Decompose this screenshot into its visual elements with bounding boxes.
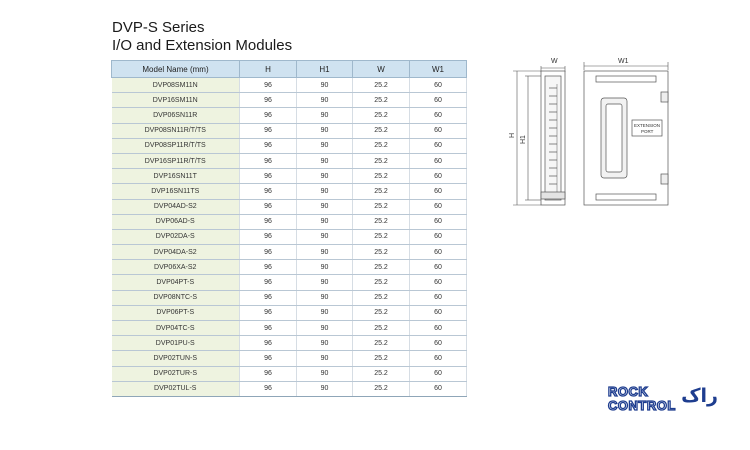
table-row <box>112 305 467 320</box>
cell-h: 96 <box>240 214 297 229</box>
cell-w: 25.2 <box>353 199 410 214</box>
cell-w: 25.2 <box>353 290 410 305</box>
table-row <box>112 78 467 93</box>
cell-w: 25.2 <box>353 351 410 366</box>
table-header-row <box>112 61 467 78</box>
column-header-h1: H1 <box>297 61 353 78</box>
cell-w: 25.2 <box>353 78 410 93</box>
rock-control-logo <box>606 382 721 414</box>
cell-model-name: DVP16SN11T <box>112 169 240 184</box>
logo-persian-text: راک <box>681 385 718 407</box>
module-dimension-diagram <box>505 54 675 214</box>
cell-w1: 60 <box>410 214 467 229</box>
cell-w: 25.2 <box>353 245 410 260</box>
cell-h: 96 <box>240 138 297 153</box>
cell-h: 96 <box>240 93 297 108</box>
cell-w1: 60 <box>410 381 467 396</box>
cell-h: 96 <box>240 229 297 244</box>
cell-model-name: DVP02TUR-S <box>112 366 240 381</box>
table-row <box>112 153 467 168</box>
cell-h: 96 <box>240 123 297 138</box>
cell-model-name: DVP06SN11R <box>112 108 240 123</box>
series-subtitle: I/O and Extension Modules <box>112 37 293 54</box>
cell-h: 96 <box>240 366 297 381</box>
cell-w1: 60 <box>410 336 467 351</box>
cell-h1: 90 <box>297 78 353 93</box>
cell-model-name: DVP02DA-S <box>112 229 240 244</box>
cell-h: 96 <box>240 351 297 366</box>
cell-model-name: DVP16SM11N <box>112 93 240 108</box>
cell-model-name: DVP06PT-S <box>112 305 240 320</box>
cell-h1: 90 <box>297 229 353 244</box>
cell-h1: 90 <box>297 153 353 168</box>
cell-w1: 60 <box>410 78 467 93</box>
cell-h: 96 <box>240 290 297 305</box>
cell-model-name: DVP04TC-S <box>112 321 240 336</box>
cell-h: 96 <box>240 305 297 320</box>
cell-h1: 90 <box>297 321 353 336</box>
table-row <box>112 214 467 229</box>
cell-h1: 90 <box>297 169 353 184</box>
cell-w1: 60 <box>410 245 467 260</box>
table-row <box>112 245 467 260</box>
cell-w1: 60 <box>410 275 467 290</box>
cell-w: 25.2 <box>353 169 410 184</box>
cell-h1: 90 <box>297 108 353 123</box>
cell-w1: 60 <box>410 199 467 214</box>
extension-port-label-line1: EXTENSION <box>634 123 661 128</box>
cell-w: 25.2 <box>353 214 410 229</box>
cell-h: 96 <box>240 184 297 199</box>
table-row <box>112 351 467 366</box>
cell-w1: 60 <box>410 123 467 138</box>
table-row <box>112 184 467 199</box>
table-row <box>112 123 467 138</box>
table-row <box>112 169 467 184</box>
cell-h: 96 <box>240 381 297 396</box>
table-row <box>112 321 467 336</box>
cell-h1: 90 <box>297 138 353 153</box>
cell-h: 96 <box>240 275 297 290</box>
cell-w1: 60 <box>410 153 467 168</box>
table-row <box>112 138 467 153</box>
cell-model-name: DVP06AD-S <box>112 214 240 229</box>
cell-w: 25.2 <box>353 93 410 108</box>
page-title <box>112 19 292 55</box>
cell-model-name: DVP02TUN-S <box>112 351 240 366</box>
dimension-h <box>513 71 541 205</box>
cell-h1: 90 <box>297 123 353 138</box>
table-row <box>112 290 467 305</box>
dimension-table <box>111 60 467 397</box>
cell-h: 96 <box>240 260 297 275</box>
column-header-model: Model Name (mm) <box>112 61 240 78</box>
cell-model-name: DVP06XA-S2 <box>112 260 240 275</box>
cell-h1: 90 <box>297 305 353 320</box>
cell-w1: 60 <box>410 260 467 275</box>
cell-w: 25.2 <box>353 123 410 138</box>
cell-model-name: DVP02TUL-S <box>112 381 240 396</box>
cell-model-name: DVP04AD-S2 <box>112 199 240 214</box>
cell-h1: 90 <box>297 199 353 214</box>
label-h1: H1 <box>520 135 527 144</box>
table-row <box>112 381 467 396</box>
table-row <box>112 260 467 275</box>
label-w: W <box>551 58 558 65</box>
cell-model-name: DVP04DA-S2 <box>112 245 240 260</box>
cell-w1: 60 <box>410 108 467 123</box>
cell-h: 96 <box>240 245 297 260</box>
table-row <box>112 336 467 351</box>
table-body <box>112 78 467 397</box>
cell-w1: 60 <box>410 138 467 153</box>
logo-control-text: CONTROL <box>608 398 676 413</box>
cell-w1: 60 <box>410 169 467 184</box>
cell-h1: 90 <box>297 381 353 396</box>
table-row <box>112 275 467 290</box>
cell-w: 25.2 <box>353 321 410 336</box>
series-title: DVP-S Series <box>112 19 205 36</box>
cell-model-name: DVP08SP11R/T/TS <box>112 138 240 153</box>
column-header-h: H <box>240 61 297 78</box>
table-row <box>112 229 467 244</box>
label-w1: W1 <box>618 58 629 65</box>
cell-w: 25.2 <box>353 366 410 381</box>
module-side-view <box>541 71 565 205</box>
cell-w: 25.2 <box>353 153 410 168</box>
cell-model-name: DVP16SP11R/T/TS <box>112 153 240 168</box>
column-header-w1: W1 <box>410 61 467 78</box>
cell-model-name: DVP08SM11N <box>112 78 240 93</box>
cell-w: 25.2 <box>353 336 410 351</box>
cell-h1: 90 <box>297 260 353 275</box>
cell-h1: 90 <box>297 245 353 260</box>
cell-h1: 90 <box>297 93 353 108</box>
logo-rock-text: ROCK <box>608 384 649 399</box>
cell-h1: 90 <box>297 275 353 290</box>
cell-h1: 90 <box>297 366 353 381</box>
cell-w1: 60 <box>410 184 467 199</box>
cell-h1: 90 <box>297 290 353 305</box>
cell-model-name: DVP16SN11TS <box>112 184 240 199</box>
cell-w: 25.2 <box>353 184 410 199</box>
table-row <box>112 366 467 381</box>
cell-h: 96 <box>240 336 297 351</box>
cell-w: 25.2 <box>353 229 410 244</box>
cell-h1: 90 <box>297 351 353 366</box>
cell-w1: 60 <box>410 93 467 108</box>
cell-w1: 60 <box>410 305 467 320</box>
cell-h: 96 <box>240 321 297 336</box>
cell-w1: 60 <box>410 351 467 366</box>
cell-w: 25.2 <box>353 108 410 123</box>
cell-h1: 90 <box>297 214 353 229</box>
table-row <box>112 108 467 123</box>
cell-w: 25.2 <box>353 275 410 290</box>
cell-model-name: DVP08SN11R/T/TS <box>112 123 240 138</box>
cell-model-name: DVP08NTC-S <box>112 290 240 305</box>
cell-w1: 60 <box>410 321 467 336</box>
cell-h: 96 <box>240 108 297 123</box>
cell-w1: 60 <box>410 229 467 244</box>
cell-w1: 60 <box>410 366 467 381</box>
cell-h: 96 <box>240 78 297 93</box>
table-row <box>112 199 467 214</box>
module-front-view <box>584 71 668 205</box>
cell-w1: 60 <box>410 290 467 305</box>
cell-model-name: DVP01PU-S <box>112 336 240 351</box>
cell-w: 25.2 <box>353 260 410 275</box>
cell-h: 96 <box>240 199 297 214</box>
cell-h1: 90 <box>297 184 353 199</box>
cell-h1: 90 <box>297 336 353 351</box>
extension-port-label-line2: PORT <box>641 129 654 134</box>
cell-model-name: DVP04PT-S <box>112 275 240 290</box>
cell-w: 25.2 <box>353 305 410 320</box>
table-row <box>112 93 467 108</box>
column-header-w: W <box>353 61 410 78</box>
cell-w: 25.2 <box>353 381 410 396</box>
cell-h: 96 <box>240 169 297 184</box>
cell-w: 25.2 <box>353 138 410 153</box>
cell-h: 96 <box>240 153 297 168</box>
label-h: H <box>509 132 516 138</box>
